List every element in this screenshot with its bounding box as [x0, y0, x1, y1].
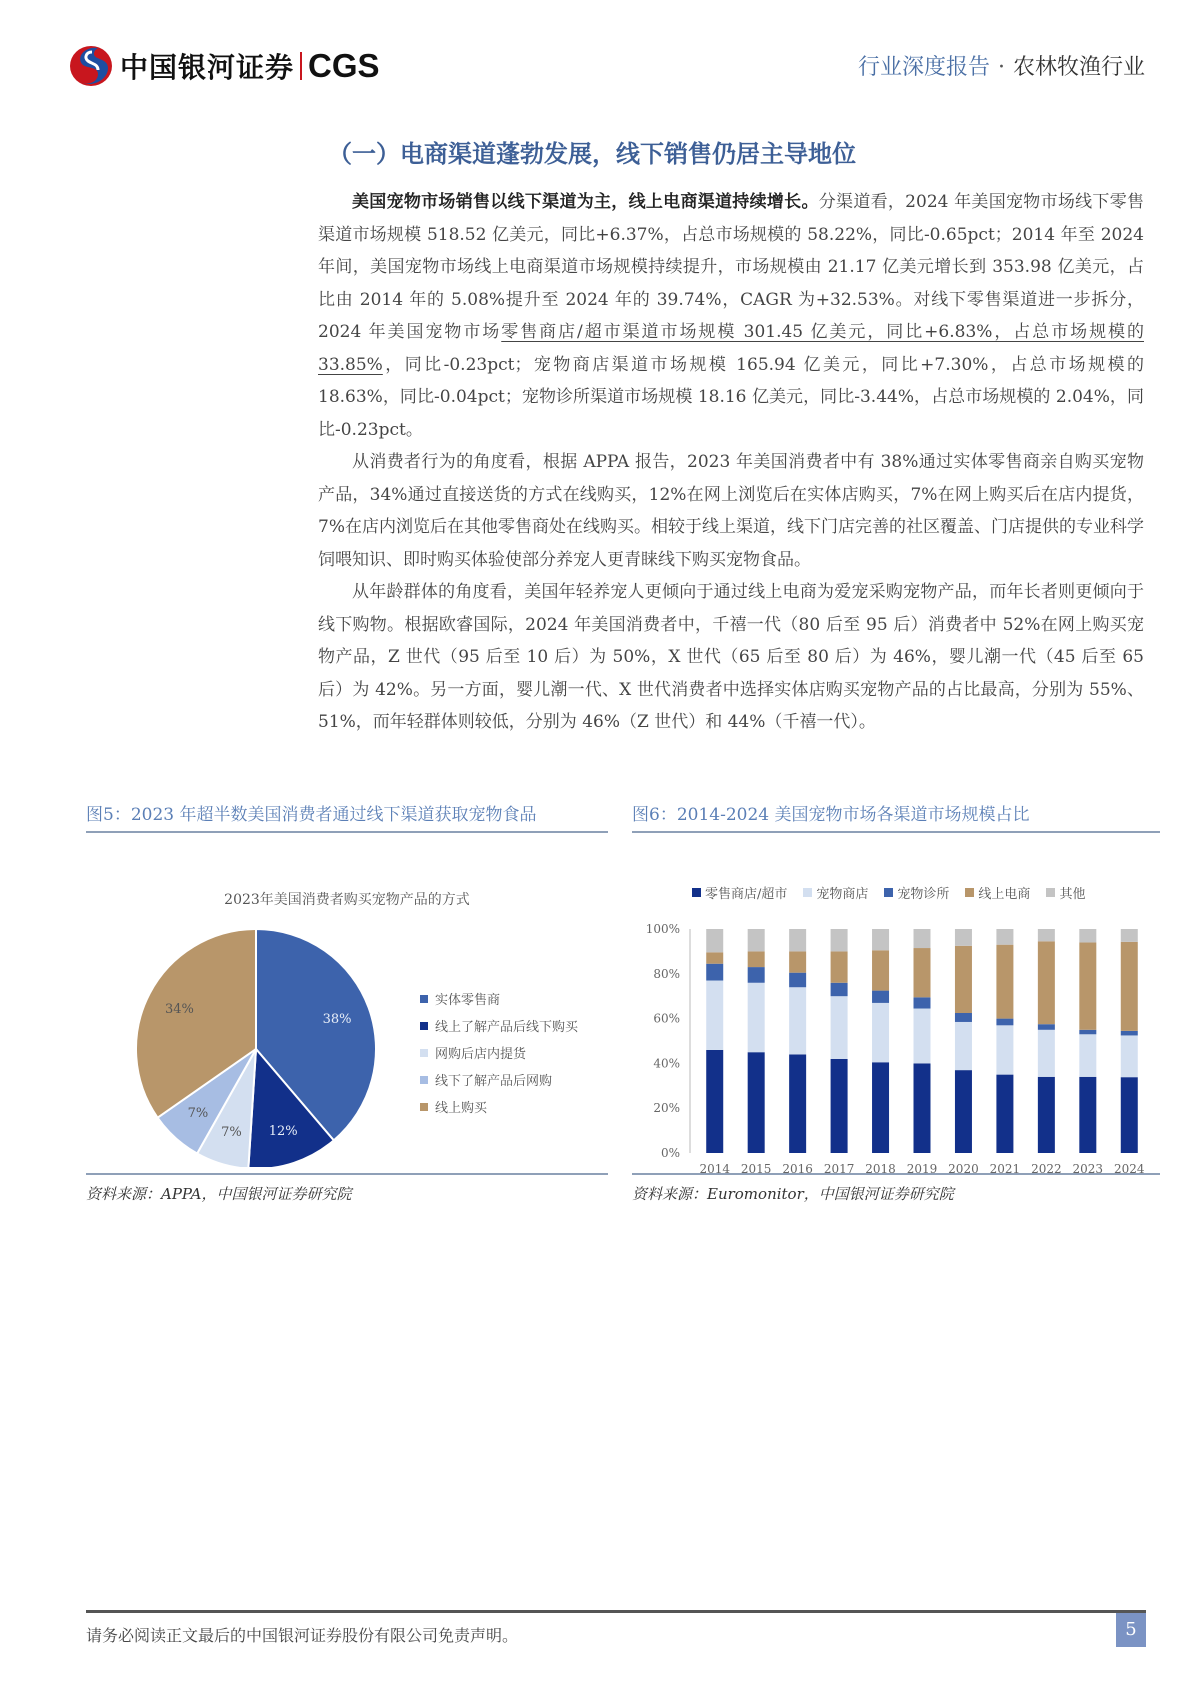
logo-text-en: CGS	[308, 47, 380, 84]
legend-label: 线上了解产品后线下购买	[435, 1020, 579, 1035]
bar-segment	[706, 964, 723, 981]
report-type: 行业深度报告	[857, 55, 990, 80]
bar-segment	[831, 951, 848, 982]
x-tick-label: 2014	[699, 1162, 731, 1173]
paragraph-text: 分渠道看，2024 年美国宠物市场线下零售渠道市场规模 518.52 亿美元，同比+6.37%，占总市场规模的 58.22%，同比-0.65pct；2014 年至 2024 年间，美国宠物市场线上电商渠道市场规模持续提升，市场规模由 21.17 亿美元增长到 353.98 亿美元，占比由 2014 年的 5.08%提升至 2024 年的 39.74%，CAGR 为+32.53%。对线下零售渠道进一步拆分，2024 年美国宠物市场	[318, 192, 1145, 342]
bar-segment	[872, 929, 889, 950]
legend-label: 宠物商店	[816, 887, 869, 902]
page-number: 5	[1116, 1613, 1146, 1647]
legend-label: 宠物诊所	[897, 887, 950, 902]
legend-item	[965, 883, 1030, 902]
legend-item	[884, 883, 949, 902]
legend-swatch	[692, 888, 701, 897]
bar-segment	[996, 1025, 1013, 1074]
paragraph-consumer-behavior: 从消费者行为的角度看，根据 APPA 报告，2023 年美国消费者中有 38%通过实体零售商亲自购买宠物产品，34%通过直接送货的方式在线购买，12%在网上浏览后在实体店购买，7%在网上购买后在店内提货，7%在店内浏览后在其他零售商处在线购买。相较于线上渠道，线下门店完善的社区覆盖、门店提供的专业科学饲喂知识、即时购买体验使部分养宠人更青睐线下购买宠物食品。	[318, 452, 1144, 570]
figure-6	[632, 800, 1160, 1204]
bar-plot	[632, 913, 1160, 1173]
bar-segment	[1121, 1031, 1138, 1036]
logo-text-cn: 中国银河证券	[120, 51, 295, 84]
paragraph-text: ，同比-0.23pct；宠物商店渠道市场规模 165.94 亿美元，同比+7.30%，占总市场规模的 18.63%，同比-0.04pct；宠物诊所渠道市场规模 18.16 亿美元，同比-3.44%，占总市场规模的 2.04%，同比-0.23pct。	[318, 354, 1144, 440]
figure-title: 图6：2014-2024 美国宠物市场各渠道市场规模占比	[632, 800, 1160, 833]
y-tick-label: 40%	[653, 1056, 680, 1071]
bar-segment	[789, 987, 806, 1054]
bar-segment	[914, 948, 931, 997]
section-title: （一）电商渠道蓬勃发展，线下销售仍居主导地位	[328, 139, 856, 168]
y-tick-label: 0%	[660, 1146, 680, 1160]
disclaimer-text: 请务必阅读正文最后的中国银河证券股份有限公司免责声明。	[86, 1626, 519, 1645]
bar-segment	[1038, 941, 1055, 1024]
bar-segment	[1079, 1030, 1096, 1034]
bar-segment	[748, 951, 765, 967]
figure-5	[86, 800, 608, 1204]
logo-divider	[300, 52, 302, 80]
legend-item	[1046, 883, 1085, 902]
x-tick-label: 2024	[1113, 1162, 1145, 1173]
bar-segment	[1038, 1024, 1055, 1030]
legend-item	[420, 1093, 578, 1120]
x-tick-label: 2021	[989, 1162, 1021, 1173]
bar-segment	[706, 952, 723, 963]
slice-label: 7%	[187, 1105, 209, 1121]
bar-segment	[996, 945, 1013, 1019]
figure-source: 资料来源：APPA，中国银河证券研究院	[86, 1173, 608, 1204]
legend-swatch	[965, 888, 974, 897]
bar-segment	[748, 929, 765, 951]
bar-segment	[996, 1019, 1013, 1026]
bar-segment	[914, 929, 931, 948]
x-tick-label: 2017	[823, 1162, 855, 1173]
pie-plot	[126, 927, 386, 1167]
bar-segment	[1079, 942, 1096, 1029]
legend-label: 线上购买	[435, 1101, 488, 1116]
bar-segment	[1038, 1077, 1055, 1153]
chart-legend	[692, 883, 1101, 902]
legend-label: 网购后店内提货	[435, 1047, 527, 1062]
body-text	[318, 186, 1144, 739]
y-tick-label: 100%	[645, 922, 680, 936]
bar-segment	[789, 929, 806, 951]
slice-label: 12%	[268, 1123, 298, 1139]
legend-swatch	[420, 1022, 428, 1030]
bar-segment	[914, 1063, 931, 1153]
bar-segment	[1121, 1035, 1138, 1077]
legend-item	[420, 1012, 578, 1039]
chart-legend	[420, 985, 578, 1120]
paragraph-lead: 美国宠物市场销售以线下渠道为主，线上电商渠道持续增长。	[352, 192, 819, 212]
paragraph-age-groups: 从年龄群体的角度看，美国年轻养宠人更倾向于通过线上电商为爱宠采购宠物产品，而年长者则更倾向于线下购物。根据欧睿国际，2024 年美国消费者中，千禧一代（80 后至 95 后）消费者中 52%在网上购买宠物产品，Z 世代（95 后至 10 后）为 50%，X 世代（65 后至 80 后）为 46%，婴儿潮一代（45 后至 65 后）为 42%。另一方面，婴儿潮一代、X 世代消费者中选择实体店购买宠物产品的占比最高，分别为 55%、51%，而年轻群体则较低，分别为 46%（Z 世代）和 44%（千禧一代）。	[318, 582, 1144, 732]
bar-segment	[872, 1062, 889, 1153]
industry-name: 农林牧渔行业	[1012, 55, 1145, 80]
bar-segment	[872, 991, 889, 1003]
underlined-text: 零售商店/超市渠道市场规模 301.45 亿美元，同比+6.83%，占总市场规模的 33.85%	[318, 322, 1144, 375]
x-tick-label: 2015	[740, 1162, 772, 1173]
bar-segment	[789, 1054, 806, 1153]
legend-label: 实体零售商	[435, 993, 501, 1008]
legend-swatch	[420, 1103, 428, 1111]
legend-label: 线下了解产品后网购	[435, 1074, 553, 1089]
bar-segment	[955, 1022, 972, 1070]
legend-swatch	[420, 1049, 428, 1057]
bar-segment	[831, 996, 848, 1059]
bar-segment	[789, 973, 806, 988]
bar-segment	[706, 1050, 723, 1153]
bar-segment	[996, 1075, 1013, 1153]
slice-label: 34%	[164, 1002, 194, 1018]
bar-segment	[1038, 929, 1055, 941]
legend-item	[803, 883, 868, 902]
bar-segment	[748, 1052, 765, 1153]
bar-segment	[748, 967, 765, 983]
x-tick-label: 2023	[1072, 1162, 1104, 1173]
stacked-bar-chart	[632, 833, 1160, 1173]
pie-chart	[86, 833, 608, 1173]
bar-segment	[1079, 929, 1096, 942]
bar-segment	[872, 950, 889, 990]
bar-segment	[996, 929, 1013, 945]
legend-item	[420, 1039, 578, 1066]
bar-segment	[1079, 1034, 1096, 1077]
x-tick-label: 2020	[948, 1162, 979, 1173]
bar-segment	[831, 929, 848, 951]
bar-segment	[955, 929, 972, 946]
bar-segment	[1121, 1077, 1138, 1153]
report-category	[858, 50, 1145, 81]
legend-swatch	[420, 995, 428, 1003]
page-header	[0, 0, 1200, 110]
legend-item	[420, 985, 578, 1012]
legend-item	[692, 883, 787, 902]
legend-swatch	[803, 888, 812, 897]
legend-swatch	[1046, 888, 1055, 897]
bar-segment	[748, 983, 765, 1052]
bar-segment	[1079, 1077, 1096, 1153]
header-separator: ·	[997, 55, 1005, 80]
y-tick-label: 20%	[653, 1101, 680, 1116]
bar-segment	[955, 1013, 972, 1022]
bar-segment	[914, 997, 931, 1008]
y-tick-label: 60%	[653, 1011, 680, 1026]
galaxy-logo-icon	[68, 44, 114, 88]
x-tick-label: 2019	[906, 1162, 938, 1173]
bar-segment	[831, 1059, 848, 1153]
chart-title: 2023年美国消费者购买宠物产品的方式	[224, 892, 470, 908]
slice-label: 7%	[221, 1124, 242, 1140]
page-footer	[86, 1610, 1146, 1645]
bar-segment	[1121, 929, 1138, 942]
x-tick-label: 2016	[782, 1162, 813, 1173]
legend-item	[420, 1066, 578, 1093]
bar-segment	[831, 983, 848, 996]
bar-segment	[872, 1003, 889, 1062]
bar-segment	[914, 1009, 931, 1064]
figure-source: 资料来源：Euromonitor，中国银河证券研究院	[632, 1173, 1160, 1204]
legend-label: 其他	[1059, 887, 1086, 902]
legend-label: 线上电商	[978, 887, 1031, 902]
x-tick-label: 2022	[1031, 1162, 1062, 1173]
legend-swatch	[420, 1076, 428, 1084]
legend-label: 零售商店/超市	[705, 887, 788, 902]
bar-segment	[1121, 942, 1138, 1031]
bar-segment	[789, 951, 806, 972]
y-tick-label: 80%	[653, 966, 680, 981]
bar-segment	[1038, 1030, 1055, 1077]
slice-label: 38%	[322, 1012, 352, 1028]
bar-segment	[955, 946, 972, 1013]
bar-segment	[706, 981, 723, 1050]
x-tick-label: 2018	[865, 1162, 896, 1173]
bar-segment	[706, 929, 723, 952]
legend-swatch	[884, 888, 893, 897]
bar-segment	[955, 1070, 972, 1153]
cgs-logo	[68, 44, 380, 88]
paragraph-channels	[318, 186, 1144, 446]
figure-title: 图5：2023 年超半数美国消费者通过线下渠道获取宠物食品	[86, 800, 608, 833]
